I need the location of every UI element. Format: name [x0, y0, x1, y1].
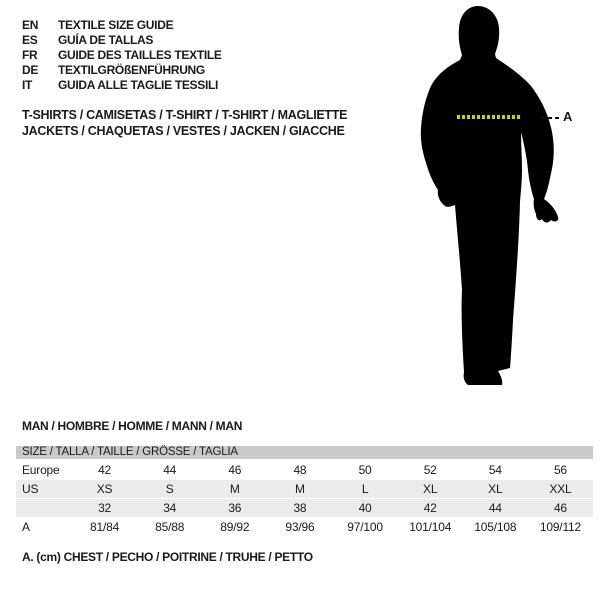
table-cell: XS	[96, 482, 113, 496]
table-cell: 56	[553, 463, 567, 477]
table-cell: 44	[488, 501, 502, 515]
table-row-europe	[16, 461, 593, 479]
language-row	[22, 18, 222, 33]
table-cell: 46	[553, 501, 567, 515]
table-cell: 44	[163, 463, 177, 477]
table-row-chest-a	[16, 518, 593, 536]
garment-categories	[22, 107, 347, 139]
table-cell: 32	[98, 501, 112, 515]
guide-title: TEXTILE SIZE GUIDE	[58, 18, 174, 32]
table-cell: 109/112	[539, 520, 581, 534]
measure-footnote: A. (cm) CHEST / PECHO / POITRINE / TRUHE / PETTO	[22, 550, 313, 564]
table-cell: L	[361, 482, 369, 496]
measure-callout-dashes	[541, 117, 561, 119]
category-tshirts: T-SHIRTS / CAMISETAS / T-SHIRT / T-SHIRT / MAGLIETTE	[22, 108, 348, 122]
language-code: FR	[22, 48, 38, 62]
table-cell: 105/108	[474, 520, 517, 534]
table-cell: XXL	[549, 482, 572, 496]
section-title-man: MAN / HOMBRE / HOMME / MANN / MAN	[22, 419, 243, 433]
guide-title: GUIDE DES TAILLES TEXTILE	[58, 48, 222, 62]
table-cell: 48	[293, 463, 307, 477]
chest-measure-dashed-line	[457, 115, 521, 119]
table-cell: 93/96	[285, 520, 315, 534]
size-table-header: SIZE / TALLA / TAILLE / GRÖSSE / TAGLIA	[16, 446, 593, 459]
guide-title: GUÍA DE TALLAS	[58, 33, 154, 47]
table-cell: 54	[488, 463, 502, 477]
table-cell: 42	[98, 463, 112, 477]
table-cell: 46	[228, 463, 242, 477]
man-silhouette-figure	[400, 0, 580, 400]
table-row-us	[16, 480, 593, 498]
table-cell: 36	[228, 501, 242, 515]
guide-title: TEXTILGRÖßENFÜHRUNG	[58, 63, 205, 77]
language-row	[22, 33, 222, 48]
table-cell: 52	[423, 463, 437, 477]
row-label: Europe	[22, 463, 60, 477]
man-silhouette-icon	[400, 0, 580, 400]
language-row	[22, 48, 222, 63]
table-cell: 101/104	[409, 520, 452, 534]
language-row	[22, 78, 222, 93]
table-cell: XL	[488, 482, 503, 496]
measure-label-a: A	[563, 109, 573, 124]
row-label	[16, 499, 72, 517]
language-code: ES	[22, 33, 38, 47]
language-code: DE	[22, 63, 39, 77]
table-cell: 40	[358, 501, 372, 515]
table-row-us-numeric	[16, 499, 593, 517]
language-code: EN	[22, 18, 39, 32]
row-label: A	[22, 520, 30, 534]
table-cell: M	[229, 482, 240, 496]
language-row	[22, 63, 222, 78]
category-jackets: JACKETS / CHAQUETAS / VESTES / JACKEN / GIACCHE	[22, 124, 345, 138]
table-cell: XL	[423, 482, 438, 496]
table-cell: 81/84	[90, 520, 120, 534]
table-cell: 89/92	[220, 520, 250, 534]
table-cell: 38	[293, 501, 307, 515]
table-cell: 42	[423, 501, 437, 515]
table-cell: 97/100	[347, 520, 383, 534]
table-cell: 85/88	[155, 520, 185, 534]
size-table	[16, 446, 593, 537]
language-code: IT	[22, 78, 33, 92]
guide-title: GUIDA ALLE TAGLIE TESSILI	[58, 78, 219, 92]
table-cell: S	[165, 482, 174, 496]
row-label: US	[22, 482, 39, 496]
table-cell: 50	[358, 463, 372, 477]
language-guide	[22, 18, 222, 93]
table-cell: 34	[163, 501, 177, 515]
table-cell: M	[295, 482, 305, 496]
